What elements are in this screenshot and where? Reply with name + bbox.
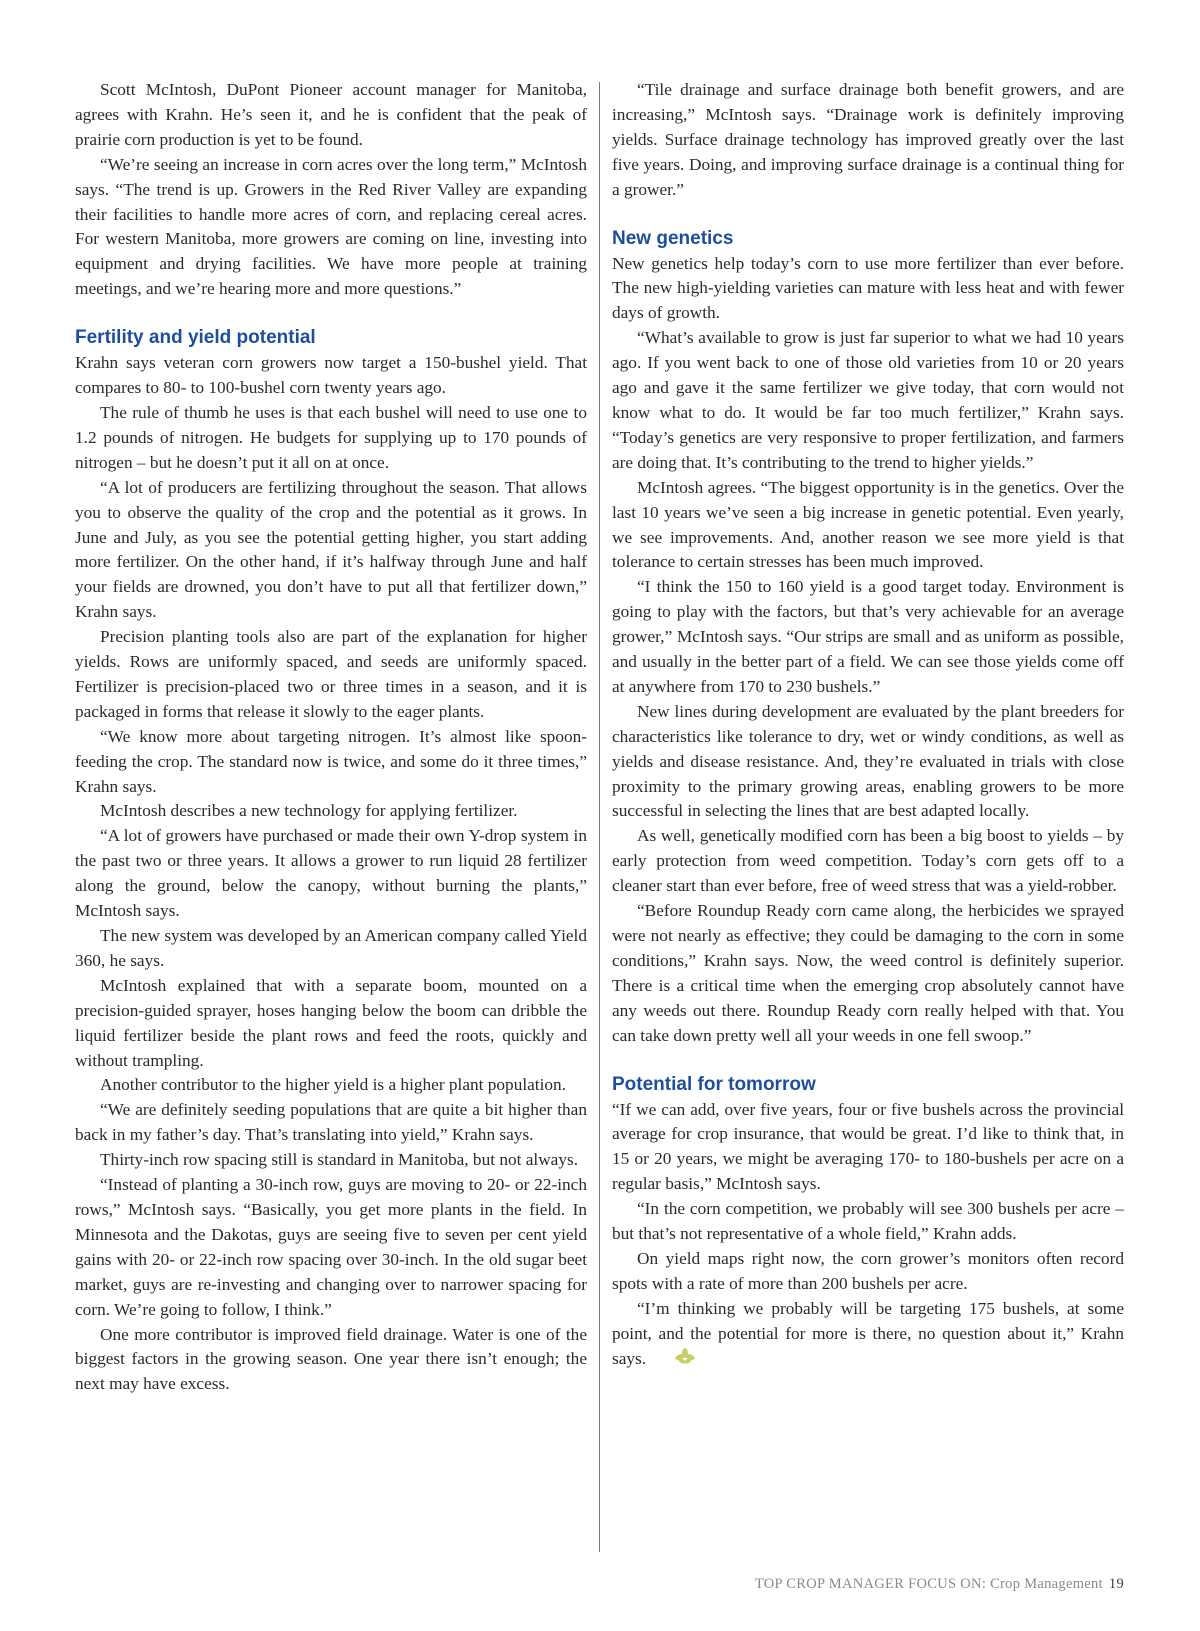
- body-paragraph: The rule of thumb he uses is that each bushel will need to use one to 1.2 pounds of nitrogen. He budgets for supplying up to 170 pounds of nitrogen – but he doesn’t put it all on at once.: [75, 402, 587, 472]
- body-paragraph: One more contributor is improved field drainage. Water is one of the biggest factors in the growing season. One year there isn’t enough; the next may have excess.: [75, 1324, 587, 1394]
- body-paragraph: Krahn says veteran corn growers now target a 150-bushel yield. That compares to 80- to 100-bushel corn twenty years ago.: [75, 353, 587, 398]
- body-paragraph: Scott McIntosh, DuPont Pioneer account manager for Manitoba, agrees with Krahn. He’s seen it, and he is confident that the peak of prairie corn production is yet to be found.: [75, 80, 587, 149]
- body-paragraph: Precision planting tools also are part of the explanation for higher yields. Rows are uniformly spaced, and seeds are uniformly spaced. Fertilizer is precision-placed two or three times in a season, and it is packaged in forms that release it slowly to the eager plants.: [75, 627, 587, 721]
- body-paragraph: Another contributor to the higher yield is a higher plant population.: [100, 1075, 567, 1095]
- body-paragraph: McIntosh describes a new technology for applying fertilizer.: [100, 801, 518, 821]
- body-paragraph: McIntosh explained that with a separate boom, mounted on a precision-guided sprayer, hoses hanging below the boom can dribble the liquid fertilizer beside the plant rows and feed the roots, quickly and without trampling.: [75, 975, 587, 1070]
- section-heading: Fertility and yield potential: [75, 327, 316, 349]
- body-paragraph: “If we can add, over five years, four or five bushels across the provincial average for crop insurance, that would be great. I’d like to think that, in 15 or 20 years, we might be averaging 170- to 180-bushels per acre on a regular basis,” McIntosh says.: [612, 1099, 1124, 1194]
- body-paragraph: “I think the 150 to 160 yield is a good target today. Environment is going to play with the factors, but that’s very achievable for an average grower,” McIntosh says. “Our strips are small and as uniform as possible, and usually in the better part of a field. We can see those yields come off at anywhere from 170 to 230 bushels.”: [612, 577, 1124, 696]
- body-paragraph: “We know more about targeting nitrogen. It’s almost like spoon-feeding the crop. The standard now is twice, and some do it three times,” Krahn says.: [75, 726, 587, 796]
- left-column: [75, 78, 587, 1397]
- section-heading: New genetics: [612, 227, 734, 249]
- end-of-article-leaf-icon: [650, 1348, 670, 1366]
- page-footer: [755, 1576, 1124, 1593]
- body-paragraph: “What’s available to grow is just far superior to what we had 10 years ago. If you went back to one of those old varieties from 10 or 20 years ago and gave it the same fertilizer we give today, that corn would not know what to do. It would be far too much fertilizer,” Krahn says. “Today’s genetics are very responsive to proper fertilization, and farmers are doing that. It’s contributing to the trend to higher yields.”: [612, 328, 1124, 472]
- page-number: 19: [1108, 1576, 1124, 1592]
- body-paragraph: “A lot of producers are fertilizing throughout the season. That allows you to observe the quality of the crop and the potential as it grows. In June and July, as you see the potential getting higher, you start adding more fertilizer. On the other hand, if it’s halfway through June and half your fields are drowned, you don’t have to put all that fertilizer down,” Krahn says.: [75, 477, 587, 622]
- body-paragraph: On yield maps right now, the corn grower’s monitors often record spots with a rate of more than 200 bushels per acre.: [612, 1248, 1124, 1293]
- column-divider: [599, 82, 600, 1552]
- body-paragraph: “In the corn competition, we probably will see 300 bushels per acre – but that’s not representative of a whole field,” Krahn adds.: [612, 1199, 1124, 1244]
- body-paragraph: McIntosh agrees. “The biggest opportunity is in the genetics. Over the last 10 years we’ve seen a big increase in genetic potential. Even yearly, we see improvements. And, another reason we see more yield is that tolerance to certain stresses has been much improved.: [612, 477, 1124, 572]
- body-paragraph: As well, genetically modified corn has been a big boost to yields – by early protection from weed competition. Today’s corn gets off to a cleaner start than ever before, free of weed stress that was a yield-robber.: [612, 826, 1124, 896]
- body-paragraph: New genetics help today’s corn to use more fertilizer than ever before. The new high-yielding varieties can mature with less heat and with fewer days of growth.: [612, 253, 1124, 323]
- body-paragraph: New lines during development are evaluated by the plant breeders for characteristics like tolerance to dry, wet or windy conditions, as well as yields and disease resistance. And, they’re evaluated in trials with close proximity to the primary growing areas, enabling growers to be more successful in selecting the lines that are best adapted locally.: [612, 701, 1124, 821]
- body-paragraph: “We’re seeing an increase in corn acres over the long term,” McIntosh says. “The trend is up. Growers in the Red River Valley are expanding their facilities to handle more acres of corn, and replacing cereal acres. For western Manitoba, more growers are coming on line, investing into equipment and drying facilities. We have more people at training meetings, and we’re hearing more and more questions.”: [75, 154, 587, 299]
- section-heading: Potential for tomorrow: [612, 1073, 816, 1095]
- body-paragraph: “We are definitely seeding populations that are quite a bit higher than back in my father’s day. That’s translating into yield,” Krahn says.: [75, 1100, 587, 1145]
- body-paragraph: The new system was developed by an American company called Yield 360, he says.: [75, 926, 587, 970]
- body-paragraph: “A lot of growers have purchased or made their own Y-drop system in the past two or three years. It allows a grower to run liquid 28 fertilizer along the ground, below the canopy, without burning the plants,” McIntosh says.: [75, 826, 587, 921]
- body-paragraph: Thirty-inch row spacing still is standard in Manitoba, but not always.: [100, 1150, 579, 1170]
- body-paragraph: “Before Roundup Ready corn came along, the herbicides we sprayed were not nearly as effective; they could be damaging to the corn in some conditions,” Krahn says. Now, the weed control is definitely superior. There is a critical time when the emerging crop absolutely cannot have any weeds out there. Roundup Ready corn really helped with that. You can take down pretty well all your weeds in one fell swoop.”: [612, 901, 1124, 1045]
- body-paragraph: “Instead of planting a 30-inch row, guys are moving to 20- or 22-inch rows,” McIntosh says. “Basically, you get more plants in the field. In Minnesota and the Dakotas, guys are seeing five to seven per cent yield gains with 20- or 22-inch row spacing over 30-inch. In the old sugar beet market, guys are re-investing and changing over to narrower spacing for corn. We’re going to follow, I think.”: [75, 1175, 587, 1319]
- body-paragraph: “Tile drainage and surface drainage both benefit growers, and are increasing,” McIntosh says. “Drainage work is definitely improving yields. Surface drainage technology has improved greatly over the last five years. Doing, and improving surface drainage is a continual thing for a grower.”: [612, 80, 1124, 199]
- footer-publication: TOP CROP MANAGER FOCUS ON: Crop Management: [754, 1576, 1103, 1592]
- body-paragraph: “I’m thinking we probably will be targeting 175 bushels, at some point, and the potential for more is there, no question about it,” Krahn says.: [612, 1298, 1124, 1368]
- right-column: [612, 78, 1124, 1372]
